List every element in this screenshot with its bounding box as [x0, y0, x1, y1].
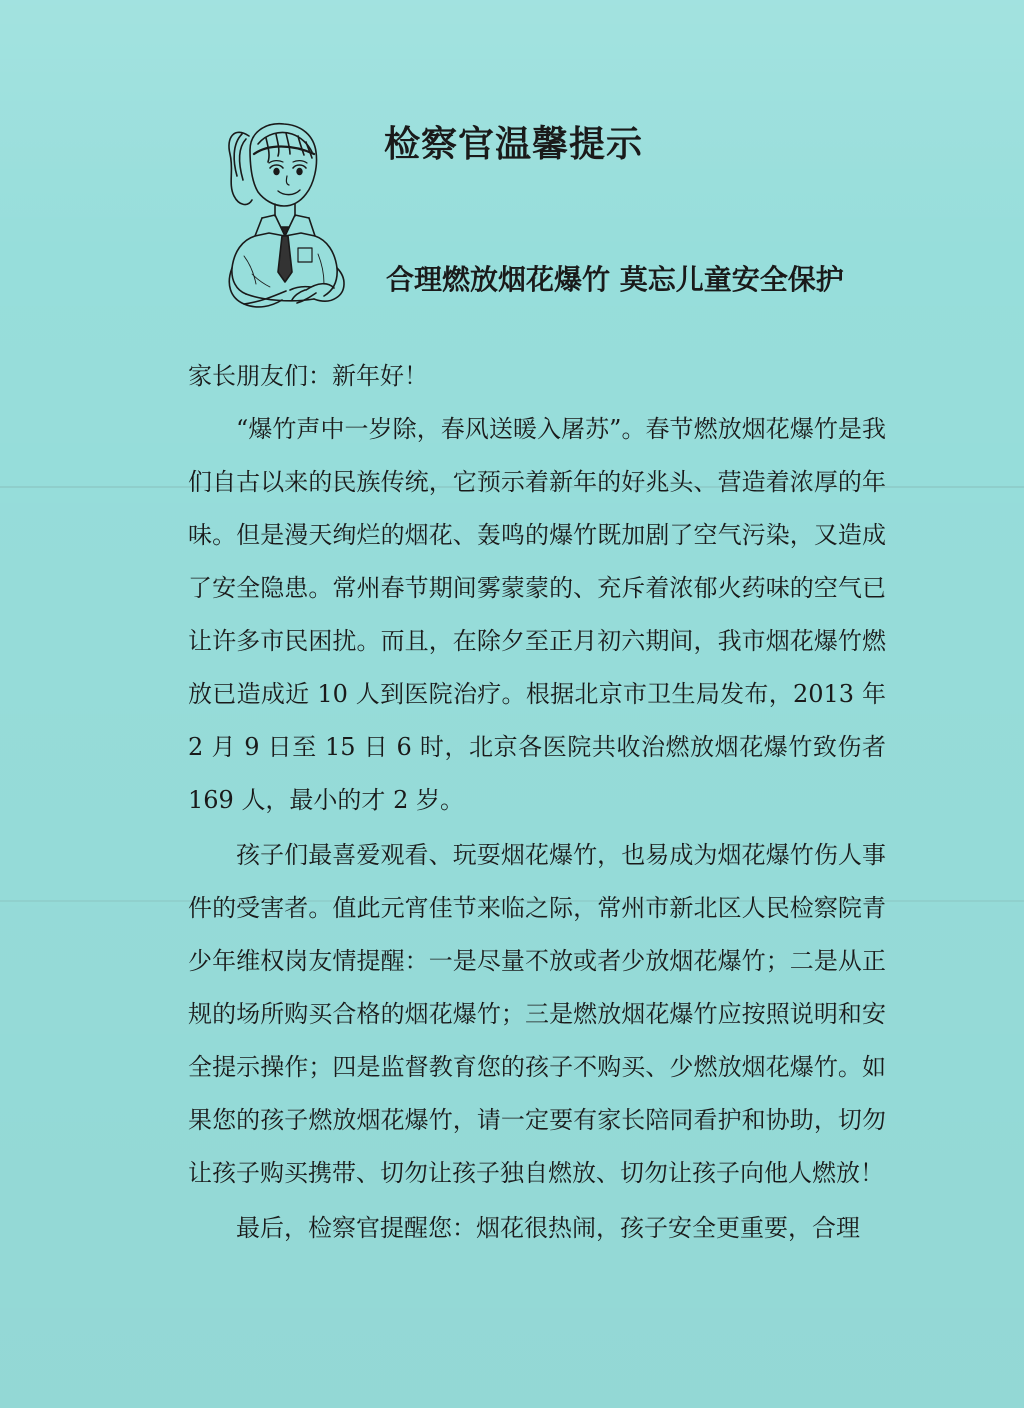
- page-subtitle: 合理燃放烟花爆竹 莫忘儿童安全保护: [386, 263, 844, 296]
- page-title: 检察官温馨提示: [384, 124, 644, 165]
- prosecutor-girl-illustration-icon: [206, 114, 356, 309]
- greeting-line: 家长朋友们：新年好！: [188, 362, 428, 390]
- letter-body: [188, 350, 886, 1255]
- paragraph-2: 孩子们最喜爱观看、玩耍烟花爆竹，也易成为烟花爆竹伤人事件的受害者。值此元宵佳节来临之际，常州市新北区人民检察院青少年维权岗友情提醒：一是尽量不放或者少放烟花爆竹；二是从正规的场所购买合格的烟花爆竹；三是燃放烟花爆竹应按照说明和安全提示操作；四是监督教育您的孩子不购买、少燃放烟花爆竹。如果您的孩子燃放烟花爆竹，请一定要有家长陪同看护和协助，切勿让孩子购买携带、切勿让孩子独自燃放、切勿让孩子向他人燃放！: [188, 841, 886, 1187]
- paragraph-1: “爆竹声中一岁除，春风送暖入屠苏”。春节燃放烟花爆竹是我们自古以来的民族传统，它预示着新年的好兆头、营造着浓厚的年味。但是漫天绚烂的烟花、轰鸣的爆竹既加剧了空气污染，又造成了安全隐患。常州春节期间雾蒙蒙的、充斥着浓郁火药味的空气已让许多市民困扰。而且，在除夕至正月初六期间，我市烟花爆竹燃放已造成近 10 人到医院治疗。根据北京市卫生局发布，2013 年 2 月 9 日至 15 日 6 时，北京各医院共收治燃放烟花爆竹致伤者 169 人，最小的才 2 岁。: [188, 415, 886, 814]
- paragraph-3: 最后，检察官提醒您：烟花很热闹，孩子安全更重要，合理: [236, 1214, 860, 1242]
